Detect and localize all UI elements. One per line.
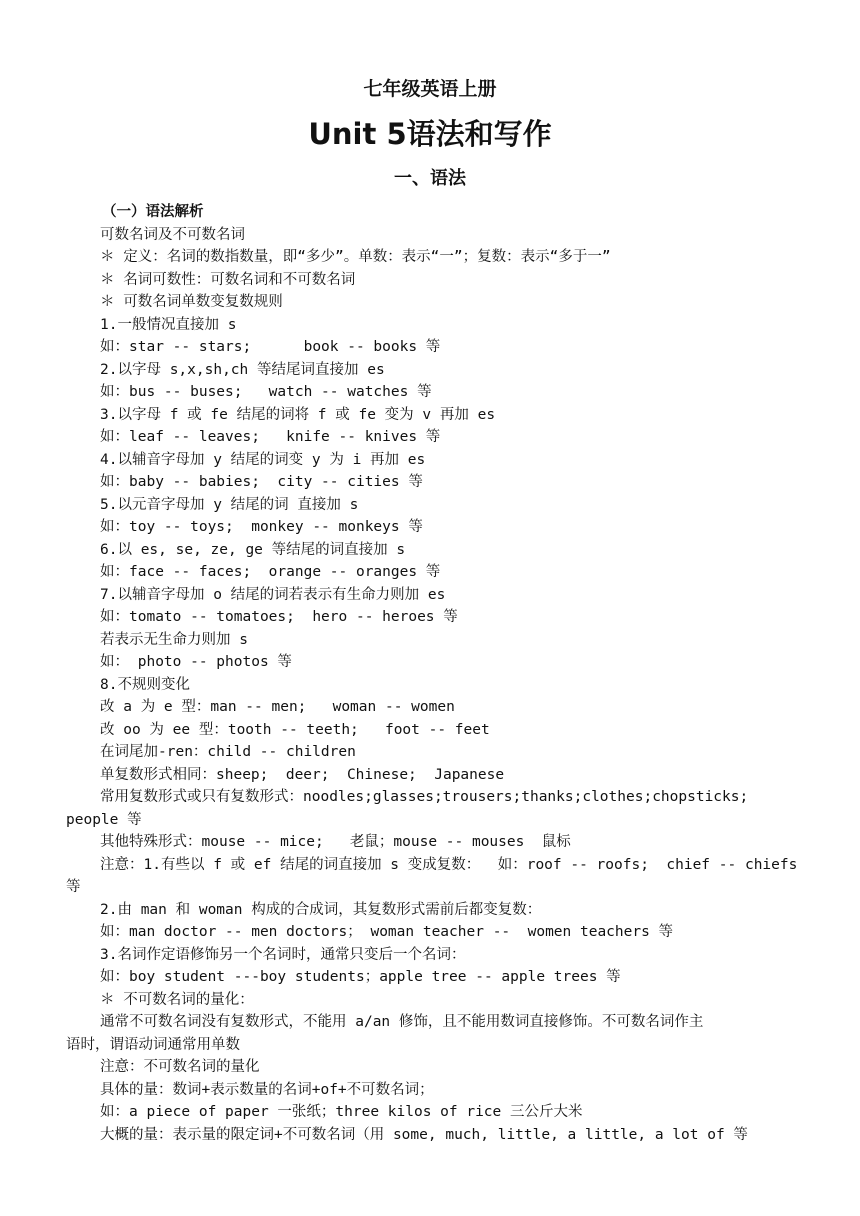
text-line: 大概的量：表示量的限定词+不可数名词（用 some, much, little, a little, a lot of 等 (100, 1126, 748, 1143)
text-line: 8.不规则变化 (100, 676, 190, 693)
subsection-heading: （一）语法解析 (102, 204, 204, 220)
text-line: 其他特殊形式：mouse -- mice; 老鼠；mouse -- mouses 鼠标 (100, 834, 571, 850)
text-line: 改 oo 为 ee 型：tooth -- teeth; foot -- feet (100, 721, 490, 738)
text-line: 如：toy -- toys; monkey -- monkeys 等 (100, 519, 423, 535)
section-title: 一、语法 (394, 168, 466, 189)
text-line: ＊ 不可数名词的量化： (100, 991, 254, 1008)
text-line: 4.以辅音字母加 y 结尾的词变 y 为 i 再加 es (100, 451, 426, 468)
text-line: 单复数形式相同：sheep; deer; Chinese; Japanese (100, 766, 505, 783)
unit-title: Unit 5语法和写作 (308, 117, 552, 151)
text-line: 3.以字母 f 或 fe 结尾的词将 f 或 fe 变为 v 再加 es (100, 406, 496, 423)
text-line: people 等 (66, 811, 142, 828)
text-line: 如：baby -- babies; city -- cities 等 (100, 474, 423, 490)
text-line: 可数名词及不可数名词 (100, 226, 245, 243)
text-line: 注意：1.有些以 f 或 ef 结尾的词直接加 s 变成复数： 如：roof -- roofs; chief -- chiefs (100, 856, 798, 873)
text-line: 改 a 为 e 型：man -- men; woman -- women (100, 699, 455, 715)
text-line: 7.以辅音字母加 o 结尾的词若表示有生命力则加 es (100, 586, 446, 603)
text-line: ＊ 名词可数性：可数名词和不可数名词 (100, 271, 356, 288)
document-body (66, 201, 806, 1146)
text-line: 在词尾加-ren：child -- children (100, 744, 356, 760)
text-line: 如：boy student ---boy students；apple tree -- apple trees 等 (100, 969, 621, 985)
text-line: 如： photo -- photos 等 (100, 654, 292, 670)
text-line: 如：tomato -- tomatoes; hero -- heroes 等 (100, 609, 458, 625)
text-line: ＊ 可数名词单数变复数规则 (100, 294, 283, 310)
text-line: 2.由 man 和 woman 构成的合成词，其复数形式需前后都变复数： (100, 901, 542, 918)
text-line: 常用复数形式或只有复数形式：noodles;glasses;trousers;thanks;clothes;chopsticks; (100, 789, 749, 805)
text-line: 3.名词作定语修饰另一个名词时，通常只变后一个名词： (100, 946, 466, 963)
text-line: 注意：不可数名词的量化 (100, 1059, 260, 1075)
text-line: 如：face -- faces; orange -- oranges 等 (100, 564, 441, 580)
text-line: 通常不可数名词没有复数形式，不能用 a/an 修饰，且不能用数词直接修饰。不可数名词作主 (100, 1014, 704, 1030)
text-line: 1.一般情况直接加 s (100, 316, 237, 333)
text-line: 如：leaf -- leaves; knife -- knives 等 (100, 429, 441, 445)
text-line: 语时，谓语动词通常用单数 (66, 1036, 240, 1053)
text-line: 若表示无生命力则加 s (100, 631, 248, 648)
text-line: 如：star -- stars; book -- books 等 (100, 339, 441, 355)
text-line: 如：a piece of paper 一张纸；three kilos of rice 三公斤大米 (100, 1104, 583, 1120)
text-line: 具体的量：数词+表示数量的名词+of+不可数名词； (100, 1081, 434, 1098)
grade-title: 七年级英语上册 (363, 78, 497, 100)
text-line: ＊ 定义：名词的数指数量，即“多少”。单数：表示“一”；复数：表示“多于一” (100, 249, 611, 265)
text-line: 5.以元音字母加 y 结尾的词 直接加 s (100, 496, 359, 513)
text-line: 2.以字母 s,x,sh,ch 等结尾词直接加 es (100, 361, 385, 378)
text-line: 如：man doctor -- men doctors； woman teacher -- women teachers 等 (100, 924, 674, 940)
text-line: 等 (66, 879, 81, 895)
text-line: 如：bus -- buses; watch -- watches 等 (100, 384, 432, 400)
text-line: 6.以 es, se, ze, ge 等结尾的词直接加 s (100, 541, 406, 558)
